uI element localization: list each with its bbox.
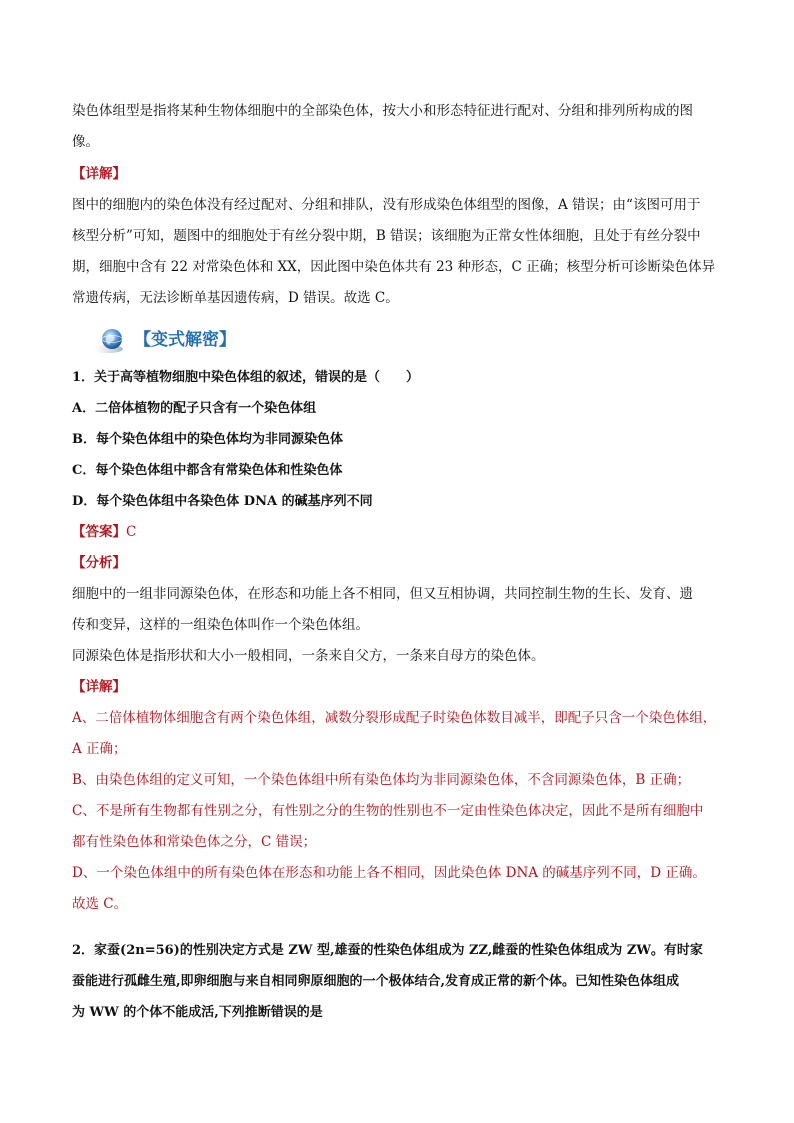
question-2 [72, 935, 724, 1028]
detail-line: B、由染色体组的定义可知，一个染色体组中所有染色体均为非同源染色体，不含同源染色体，B 正确； [72, 772, 691, 788]
intro-line: 像。 [72, 134, 99, 150]
option-a: A．二倍体植物的配子只含有一个染色体组 [72, 401, 317, 416]
analysis-line: 细胞中的一组非同源染色体，在形态和功能上各不相同，但又互相协调，共同控制生物的生长、发育、遗 [72, 586, 693, 602]
question-stem: 2．家蚕(2n=56)的性别决定方式是 ZW 型,雄蚕的性染色体组成为 ZZ,雌蚕的性染色体组成为 ZW。有时家 [72, 943, 703, 958]
detail-line: A 正确； [72, 741, 127, 757]
detail-line: A、二倍体植物体细胞含有两个染色体组，减数分裂形成配子时染色体数目减半，即配子只含一个染色体组， [72, 710, 717, 726]
question-stem: 为 WW 的个体不能成活,下列推断错误的是 [72, 1005, 323, 1020]
detail-line: 图中的细胞内的染色体没有经过配对、分组和排队，没有形成染色体组型的图像，A 错误；由“该图可用于 [72, 197, 701, 213]
intro-line: 染色体组型是指将某种生物体细胞中的全部染色体，按大小和形态特征进行配对、分组和排列所构成的图 [72, 103, 693, 119]
detail-line: 核型分析”可知，题图中的细胞处于有丝分裂中期，B 错误；该细胞为正常女性体细胞，且处于有丝分裂中 [72, 228, 701, 244]
detail-section-1 [72, 159, 724, 314]
detail-line: 常遗传病，无法诊断单基因遗传病，D 错误。故选 C。 [72, 290, 399, 306]
analysis-line: 同源染色体是指形状和大小一般相同，一条来自父方，一条来自母方的染色体。 [72, 648, 545, 664]
answer-label: 【答案】 [72, 524, 126, 540]
option-c: C．每个染色体组中都含有常染色体和性染色体 [72, 463, 343, 478]
option-b: B．每个染色体组中的染色体均为非同源染色体 [72, 432, 343, 447]
option-d: D．每个染色体组中各染色体 DNA 的碱基序列不同 [72, 494, 373, 509]
question-stem: 蚕能进行孤雌生殖,即卵细胞与来自相同卵原细胞的一个极体结合,发育成正常的新个体。已知性染色体组成 [72, 974, 680, 989]
analysis-label: 【分析】 [72, 555, 126, 571]
detail-line: 都有性染色体和常染色体之分，C 错误； [72, 834, 317, 850]
detail-line: 故选 C。 [72, 896, 128, 912]
detail-label: 【详解】 [72, 679, 126, 695]
detail-line: D、一个染色体组中的所有染色体在形态和功能上各不相同，因此染色体 DNA 的碱基序列不同，D 正确。 [72, 865, 706, 881]
question-stem: 1．关于高等植物细胞中染色体组的叙述，错误的是（ ） [72, 370, 420, 385]
answer-value: C [126, 524, 137, 540]
analysis-line: 传和变异，这样的一组染色体叫作一个染色体组。 [72, 617, 369, 633]
section-banner [92, 323, 292, 357]
question-1 [72, 362, 724, 920]
detail-label: 【详解】 [72, 166, 126, 182]
section-title: 【变式解密】 [134, 330, 236, 350]
detail-line: C、不是所有生物都有性别之分，有性别之分的生物的性别也不一定由性染色体决定，因此不是所有细胞中 [72, 803, 704, 819]
globe-icon [92, 325, 126, 355]
intro-paragraph [72, 96, 724, 158]
detail-line: 期，细胞中含有 22 对常染色体和 XX，因此图中染色体共有 23 种形态，C 正确；核型分析可诊断染色体异 [72, 259, 716, 275]
answer-line [72, 517, 724, 548]
